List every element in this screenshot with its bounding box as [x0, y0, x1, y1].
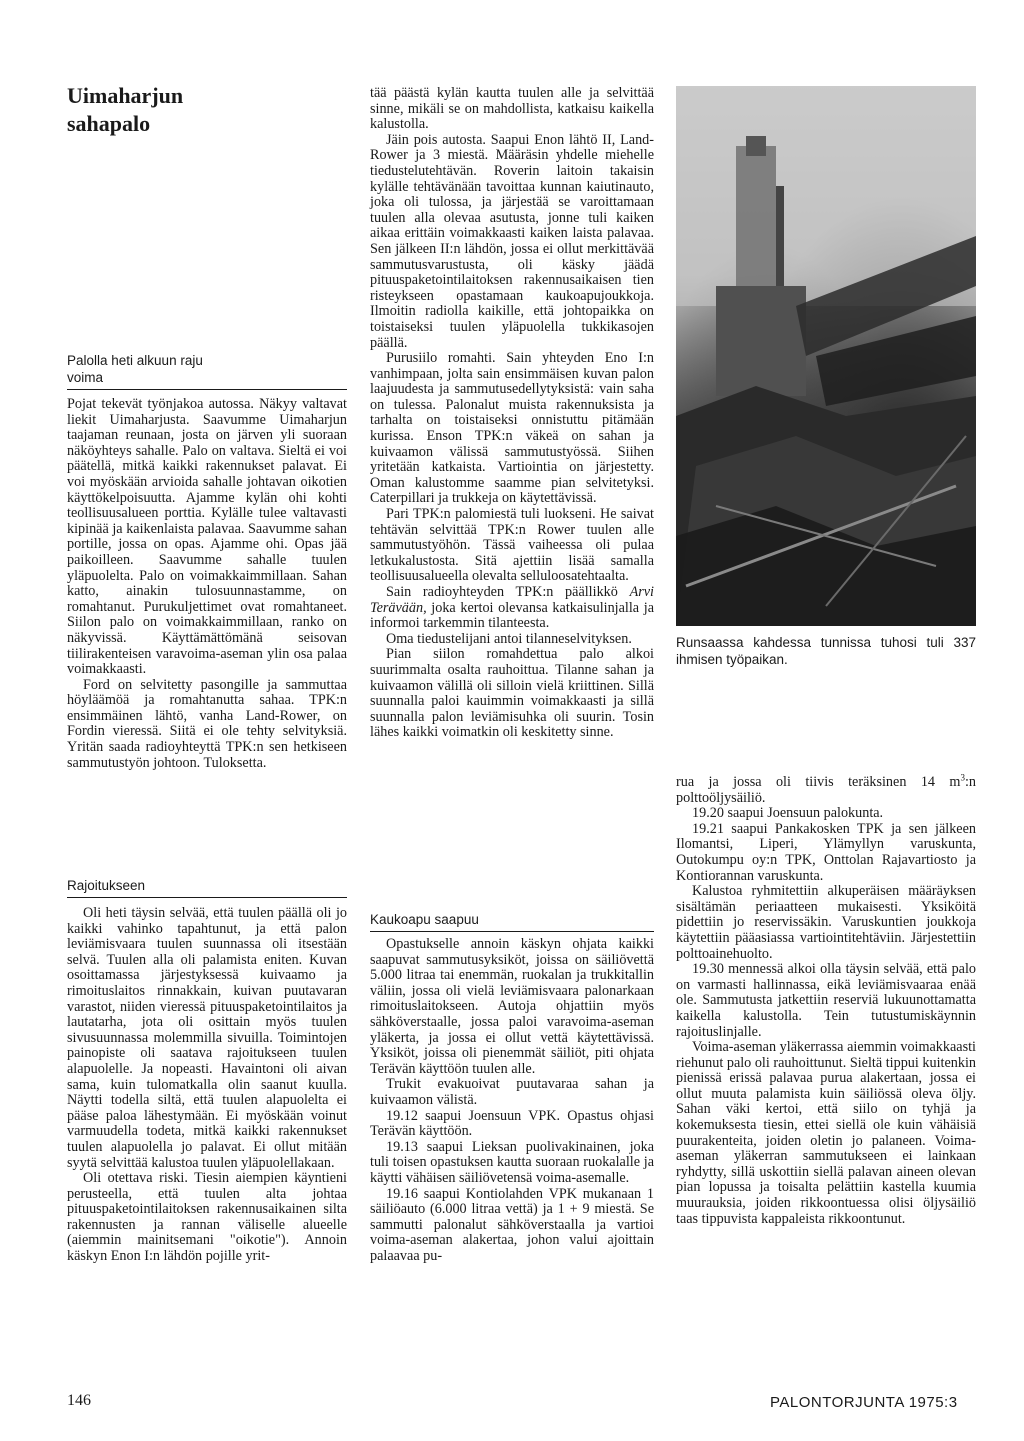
- paragraph: Oma tiedustelijani antoi tilanneselvityksen.: [386, 630, 632, 647]
- fire-ruins-photo: [676, 86, 976, 626]
- superscript: 3: [960, 772, 965, 783]
- paragraph: 19.21 saapui Pankakosken TPK ja sen jälkeen Ilomantsi, Liperi, Ylämyllyn varuskunta, Outokumpu oy:n TPK, Onttolan Rajavartiosto ja Kontiorannan varuskunta.: [676, 820, 976, 884]
- title-line-2: sahapalo: [67, 111, 151, 136]
- section-rule: [67, 389, 347, 390]
- paragraph: Trukit evakuoivat puutavaraa sahan ja kuivaamon välistä.: [370, 1076, 654, 1108]
- section-rule: [67, 897, 347, 898]
- column-2-top: [370, 86, 654, 741]
- paragraph: 19.12 saapui Joensuun VPK. Opastus ohjasi Terävän käyttöön.: [370, 1107, 654, 1140]
- paragraph: Pari TPK:n palomiestä tuli luokseni. He saivat tehtävän selvittää TPK:n Rower tuulen alle sammutustyöhön. Tässä vaiheessa oli pulaa letkukalustosta. Sitä ajettiin lisää samalla teollisuusalueella olevalta selluloosatehtaalta.: [370, 506, 654, 585]
- paragraph: Ford on selvitetty pasongille ja sammuttaa höyläämöä ja romahtanutta sahaa. TPK:n ensimmäinen lähtö, vanha Land-Rower, on Fordin vieressä. Siitä ei ole tehty selvityksiä. Yritän saada radioyhteyttä TPK:n sen hetkiseen sammutustyön johtoon. Tuloksetta.: [67, 676, 347, 771]
- section-heading-1: [67, 352, 347, 390]
- page-number: 146: [67, 1392, 91, 1409]
- column-3: [676, 772, 976, 1227]
- photo-caption: Runsaassa kahdessa tunnissa tuhosi tuli 337 ihmisen työpaikan.: [676, 635, 976, 667]
- paragraph: Pojat tekevät työnjakoa autossa. Näkyy valtavat liekit Uimaharjusta. Saavumme Uimaharjun taajaman reunaan, josta on järven yli suoraan näköyhteys sahalle. Palo on valtava. Sieltä ei voi päätellä, mitkä kaikki rakennukset palavat. Ei voi myöskään arvioida sahalle johtavan oikotien käyttökelpoisuutta. Ajamme kylän ohi kohti teollisuusalueen porttia. Kylälle tulee valtavasti kipinää ja kaikenlaista palavaa. Saavumme sahan portille, jossa on opas. Ajamme ohi. Opas jää paikoilleen. Saavumme sahalle tuulen yläpuolelta. Palo on voimakkaimmillaan. Sahan katto, ainakin tulosuunnastamme, on romahtanut. Purukuljettimet ovat romahtaneet. Siilon palo on voimakkaimmillaan, ranko on näkyvissä. Käyttämättömänä seisovan tiilirakenteisen varavoima-aseman ylin osa palaa voimakkaasti.: [67, 396, 347, 678]
- section-heading-2: [67, 877, 347, 898]
- paragraph: Kalustoa ryhmitettiin alkuperäisen määräyksen sisältämän periaatteen mukaisesti. Yksiköitä pidettiin jo reservissäkin. Varuskuntien joukkoja käytettiin pääasiassa vartiointitehtäviin. Järjestettiin polttoainehuolto.: [676, 883, 976, 962]
- photo-illustration: [676, 86, 976, 626]
- column-2-bottom: [370, 937, 654, 1264]
- column-1-bottom: [67, 906, 347, 1265]
- paragraph: 19.16 saapui Kontiolahden VPK mukanaan 1 säiliöauto (6.000 litraa vettä) ja 1 + 9 miestä. Se sammutti palonalut sähköverstaalla ja vartioi voima-aseman alakertaa, johon valui ajoittain palaavaa pu-: [370, 1185, 654, 1264]
- paragraph: Voima-aseman yläkerrassa aiemmin voimakkaasti riehunut palo oli rauhoittunut. Sieltä tippui kuitenkin pienissä erissä palavaa purua alakertaan, jossa ei ollut muuta palamista kuin säiliössä oleva öljy. Sahan väki kertoi, että siilo on tyhjä ja kokemuksesta tiesin, ettei siellä ole kuin vähäisiä puurakenteita, joiden oletin jo palaneen. Voima-aseman yläkerran sammutukseen ei lainkaan ryhdytty, sillä uskottiin siellä palavan aineen olevan pian lopussa ja toisalta pelättiin kastella kuumia muurauksia, joiden rikkoontuessa olisi öljysäiliö taas tippuvista kappaleista rikkoontunut.: [676, 1039, 976, 1227]
- paragraph: [370, 585, 654, 632]
- paragraph: Jäin pois autosta. Saapui Enon lähtö II, Land-Rower ja 3 miestä. Määräsin yhdelle miehelle tiedustelutehtävän. Roverin laitoin takaisin kylälle tehtävänään tavoittaa kunnan kaiutinauto, joka oli tulossa, ja järjestää se varoittamaan tuulen alla olevaa asutusta, jonne tuli kaiken aikaa erittäin voimakkaasti kaiken laista palavaa. Sen jälkeen II:n lähdön, jossa ei ollut merkittävää sammutusvarustusta, oli käsky jäädä pituuspaketointilaitoksen rakennusaikaisen tien risteykseen opastamaan kaukoapujoukkoja. Ilmoitin radiolla kaikille, että johtopaikka on toistaiseksi tuulen yläpuolella tukkikasojen päällä.: [370, 131, 654, 351]
- paragraph: Purusiilo romahti. Sain yhteyden Eno I:n vanhimpaan, jolta sain ensimmäisen kuvan palon laajuudesta ja sammutusedellytyksistä: vain saha on tulessa. Palonalut muista rakennuksista ja tarhalta on toistaiseksi onnistuttu pitämään kurissa. Enson TPK:n väkeä on sahan ja kuivaamon välissä sammutustyössä. Siihen yritetään katkaista. Vartiointia on järjestetty. Oman kalustomme saamme pian selvitetyksi. Caterpillari ja trukkeja on käytettävissä.: [370, 350, 654, 507]
- paragraph: 19.13 saapui Lieksan puolivakinainen, joka tuli toisen opastuksen kautta suoraan ruokalalle ja käytti vähäisen säiliövetensä voima-asemalle.: [370, 1138, 654, 1186]
- section-rule: [370, 931, 654, 932]
- article-title: [67, 82, 307, 138]
- paragraph: [676, 772, 976, 806]
- section-heading-1-text: Palolla heti alkuun raju voima: [67, 353, 203, 385]
- text-run: rua ja jossa oli tiivis teräksinen 14 m: [676, 774, 961, 790]
- person-name: Arvi Terävään,: [370, 584, 654, 616]
- paragraph: Pian siilon romahdettua palo alkoi suurimmalta osalta rauhoittua. Tilanne sahan ja kuivaamon välillä oli silloin vielä kriittinen. Sillä suunnalla paloi kauimmin voimakkaasti ja sillä suunnalla palon leviämisuhka oli suurin. Tosin lähes kaikki voimatkin oli keskitetty sinne.: [370, 646, 654, 741]
- paragraph: tää päästä kylän kautta tuulen alle ja selvittää sinne, mikäli se on mahdollista, katkaisu kaikella kalustolla.: [370, 85, 654, 133]
- magazine-issue: PALONTORJUNTA 1975:3: [770, 1394, 958, 1411]
- paragraph: Oli heti täysin selvää, että tuulen päällä oli jo kaikki vahinko tapahtunut, ja että palon leviämisvaara tuulen suunnassa oli itsestään selvä. Tuulen alla oli palamista eniten. Kuvan osoittamassa järjestyksessä kuivaamo ja rimoituslaitos rinnakkain, kuivan puutavaran varastot, niiden vieressä pituuspaketointilaitos ja lautatarha, jota oli osittain myös tuulen sivusuunnassa molemmilla sivuilla. Toimintojen painopiste oli saatava rajoitukseen tuulen alapuolelle. Ja nopeasti. Havaintoni oli aivan sama, kuin tulomatkalla olin saanut kuulla. Näytti todella siltä, että tuulen alapuolelta ei pääse paloa lähestymään. Ei myöskään voinut varmuudella todeta, mitkä kaikki rakennukset tuulen alapuolella jo palavat. Ei ollut mitään syytä selvittää kalustoa tuulen yläpuolellakaan.: [67, 905, 347, 1171]
- paragraph: Oli otettava riski. Tiesin aiempien käyntieni perusteella, että tuulen alta johtaa pituuspaketointilaitoksen rakennusaikainen silta rakennusten ja rannan väliselle alueelle (aiemmin mainitsemani "oikotie"). Annoin käskyn Enon I:n lähdön pojille yrit-: [67, 1170, 347, 1265]
- title-line-1: Uimaharjun: [67, 83, 184, 108]
- paragraph: Opastukselle annoin käskyn ohjata kaikki saapuvat sammutusyksiköt, joissa on säiliövettä 5.000 litraa tai enemmän, ruokalan ja trukkitallin väliin, jossa oli vielä leviämisvaara palonarkaan rimoituslaitokseen. Autoja ohjattiin myös sähköverstaalle, jossa paloi varavoima-aseman yläkerta, ja jossa ei ollut vettä käytettävissä. Yksiköt, joissa oli pienemmät säiliöt, piti ohjata Terävän käyttöön tuulen alle.: [370, 936, 654, 1077]
- section-heading-3: [370, 911, 654, 932]
- paragraph: 19.20 saapui Joensuun palokunta.: [692, 805, 884, 822]
- section-heading-2-text: Rajoitukseen: [67, 878, 146, 893]
- column-1-top: [67, 397, 347, 771]
- text-run: joka kertoi olevansa katkaisulinjalla ja informoi tarkemmin tilanteesta.: [370, 599, 655, 632]
- section-heading-3-text: Kaukoapu saapuu: [370, 912, 479, 927]
- paragraph: 19.30 mennessä alkoi olla täysin selvää, että palo on varmasti hallinnassa, eikä leviämisvaaraa enää ole. Sammutusta jatkettiin reserviä lukuunottamatta kaikella kalustolla. Tein tutustumiskäynnin rajoituslinjalle.: [676, 961, 976, 1040]
- text-run: :n polttoöljysäiliö.: [676, 774, 976, 806]
- text-run: Sain radioyhteyden TPK:n päällikkö: [386, 584, 618, 600]
